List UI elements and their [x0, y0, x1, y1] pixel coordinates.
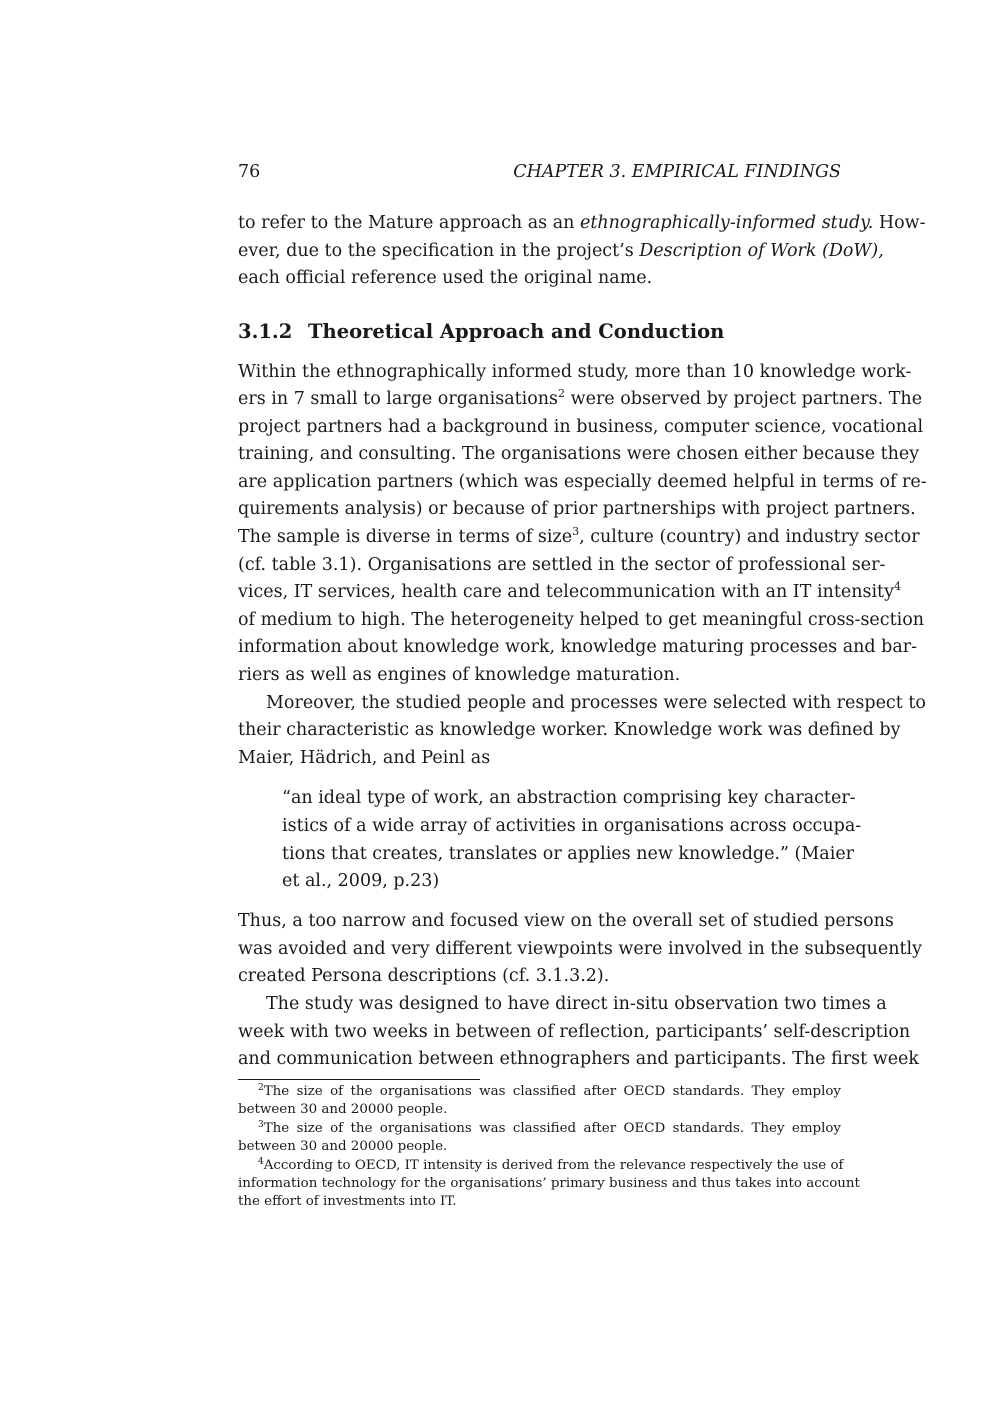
- quote-line-1: “an ideal type of work, an abstraction comprising key character-: [282, 788, 856, 808]
- para1-line-5: are application partners (which was especially deemed helpful in terms of re-: [238, 472, 927, 492]
- para1-line-3: project partners had a background in business, computer science, vocational: [238, 417, 924, 437]
- para2-line-2: their characteristic as knowledge worker. Knowledge work was defined by: [238, 720, 901, 740]
- para1-line-1: Within the ethnographically informed study, more than 10 knowledge work-: [238, 362, 912, 382]
- para1-line-10: of medium to high. The heterogeneity helped to get meaningful cross-section: [238, 610, 925, 630]
- quote-line-4: et al., 2009, p.23): [282, 871, 440, 891]
- para1-line-6: quirements analysis) or because of prior partnerships with project partners.: [238, 499, 916, 519]
- para1-line-11: information about knowledge work, knowledge maturing processes and bar-: [238, 637, 918, 657]
- para1-line-9: vices, IT services, health care and telecommunication with an IT intensity$^4$: [238, 580, 901, 602]
- para1-line-4: training, and consulting. The organisations were chosen either because they: [238, 444, 920, 464]
- footnote-4-mark: 4: [258, 1157, 264, 1167]
- footnote-4-line-2: information technology for the organisations’ primary business and thus takes into account: [238, 1176, 860, 1191]
- page-number: 76: [238, 162, 261, 182]
- quote-line-2: istics of a wide array of activities in organisations across occupa-: [282, 816, 862, 836]
- para4-line-2: week with two weeks in between of reflection, participants’ self-description: [238, 1022, 911, 1042]
- para3-line-2: was avoided and very different viewpoints were involved in the subsequently: [238, 939, 923, 959]
- chapter-heading: CHAPTER 3. EMPIRICAL FINDINGS: [513, 162, 841, 182]
- section-title: Theoretical Approach and Conduction: [308, 320, 725, 343]
- footnote-4-line-1: $^4$According to OECD, IT intensity is derived from the relevance respectively the use of: [258, 1157, 844, 1173]
- section-heading: [238, 318, 724, 346]
- footnote-ref-4[interactable]: 4: [893, 580, 901, 593]
- para3-line-3: created Persona descriptions (cf. 3.1.3.2).: [238, 966, 610, 986]
- section-number: 3.1.2: [238, 320, 293, 343]
- para4-line-3: and communication between ethnographers and participants. The first week: [238, 1049, 920, 1069]
- para1-line-8: (cf. table 3.1). Organisations are settled in the sector of professional ser-: [238, 555, 886, 575]
- footnote-2-line-2: between 30 and 20000 people.: [238, 1102, 448, 1117]
- para1-line-2: ers in 7 small to large organisations$^2$ were observed by project partners. The: [238, 387, 923, 409]
- para1-line-7: The sample is diverse in terms of size$^3$, culture (country) and industry sector: [238, 525, 920, 547]
- intro-line-1: to refer to the Mature approach as an ethnographically-informed study. How-: [238, 213, 926, 233]
- para3-line-1: Thus, a too narrow and focused view on the overall set of studied persons: [238, 911, 894, 931]
- para4-line-1: The study was designed to have direct in-situ observation two times a: [266, 994, 887, 1014]
- footnote-3-mark: 3: [258, 1120, 264, 1130]
- footnote-ref-2[interactable]: 2: [558, 387, 566, 400]
- intro-line-2: ever, due to the specification in the project’s Description of Work (DoW),: [238, 241, 884, 261]
- footnote-2-line-1: $^2$The size of the organisations was classified after OECD standards. They employ: [258, 1083, 841, 1099]
- footnote-2-mark: 2: [258, 1083, 264, 1093]
- footnote-4-line-3: the effort of investments into IT.: [238, 1194, 457, 1209]
- para2-line-1: Moreover, the studied people and processes were selected with respect to: [266, 693, 926, 713]
- footnote-3-line-1: $^3$The size of the organisations was classified after OECD standards. They employ: [258, 1120, 841, 1136]
- footnote-ref-3[interactable]: 3: [572, 525, 580, 538]
- footnote-3-line-2: between 30 and 20000 people.: [238, 1139, 448, 1154]
- footnote-rule: [238, 1079, 480, 1080]
- quote-line-3: tions that creates, translates or applies new knowledge.” (Maier: [282, 844, 855, 864]
- para1-line-12: riers as well as engines of knowledge maturation.: [238, 665, 681, 685]
- para2-line-3: Maier, Hädrich, and Peinl as: [238, 748, 491, 768]
- intro-line-3: each official reference used the original name.: [238, 268, 653, 288]
